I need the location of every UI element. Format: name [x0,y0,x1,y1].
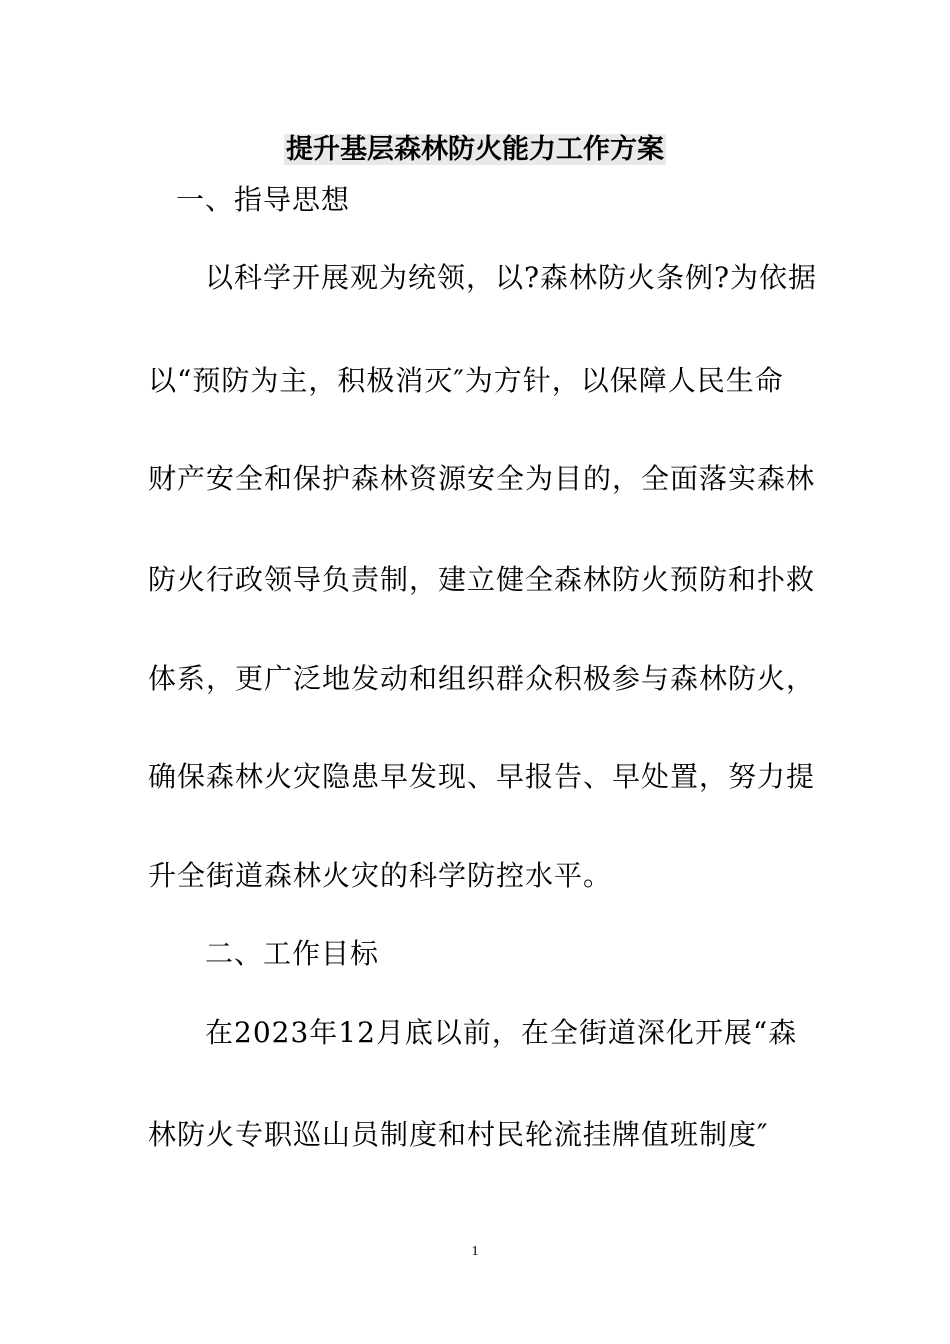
section-heading-guiding-ideology: 一、指导思想 [176,183,351,216]
document-title-text: 提升基层森林防火能力工作方案 [286,134,664,165]
document-title [0,128,950,172]
paragraph-line: 以科学开展观为统领，以?森林防火条例?为依据 [205,261,818,294]
paragraph-line: 财产安全和保护森林资源安全为目的，全面落实森林 [148,462,816,495]
paragraph-line: 防火行政领导负责制，建立健全森林防火预防和扑救 [148,563,816,596]
paragraph-line: 以“预防为主，积极消灭″为方针，以保障人民生命 [148,364,784,397]
page-number: 1 [471,1244,479,1259]
paragraph-line: 在2023年12月底以前，在全街道深化开展“森 [205,1016,798,1049]
paragraph-line: 林防火专职巡山员制度和村民轮流挂牌值班制度″ [148,1118,769,1151]
section-heading-work-goals: 二、工作目标 [205,937,380,970]
paragraph-line: 升全街道森林火灾的科学防控水平。 [148,859,613,892]
paragraph-line: 确保森林火灾隐患早发现、早报告、早处置，努力提 [148,760,816,793]
paragraph-line: 体系，更广泛地发动和组织群众积极参与森林防火， [148,662,816,695]
